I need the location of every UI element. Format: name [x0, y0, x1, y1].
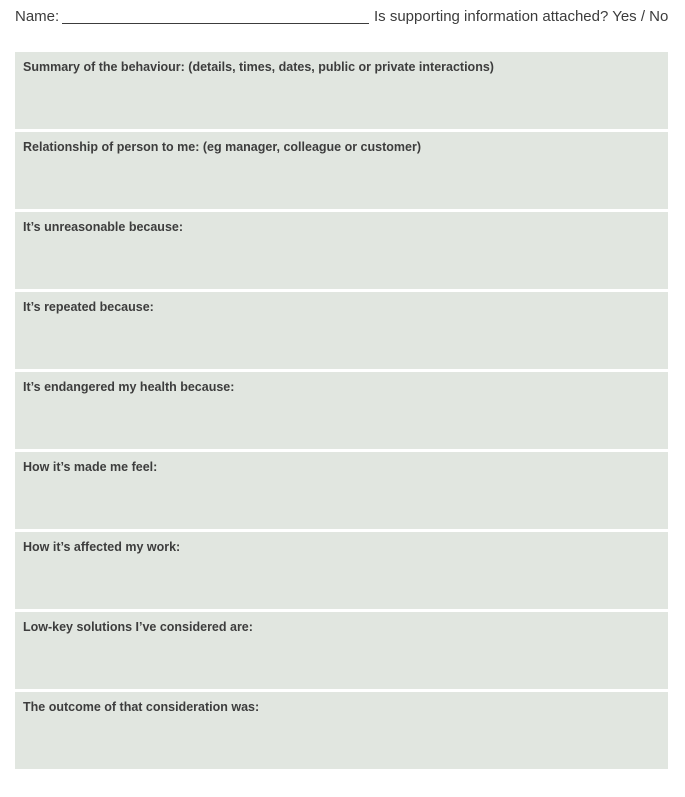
name-label: Name:	[15, 8, 60, 25]
supporting-info-question: Is supporting information attached? Yes / No	[374, 8, 669, 25]
field-label: How it’s affected my work:	[23, 540, 181, 554]
feelings-field[interactable]	[15, 452, 668, 529]
health-field[interactable]	[15, 372, 668, 449]
form-header	[15, 8, 675, 28]
outcome-field[interactable]	[15, 692, 668, 769]
relationship-field[interactable]	[15, 132, 668, 209]
field-label: Summary of the behaviour: (details, times, dates, public or private interactions)	[23, 60, 494, 74]
field-label: It’s unreasonable because:	[23, 220, 184, 234]
field-label: How it’s made me feel:	[23, 460, 158, 474]
incident-form	[15, 52, 668, 772]
unreasonable-field[interactable]	[15, 212, 668, 289]
field-label: Low-key solutions I’ve considered are:	[23, 620, 253, 634]
behaviour-summary-field[interactable]	[15, 52, 668, 129]
name-field[interactable]	[62, 23, 369, 24]
repeated-field[interactable]	[15, 292, 668, 369]
field-label: The outcome of that consideration was:	[23, 700, 260, 714]
field-label: It’s repeated because:	[23, 300, 154, 314]
field-label: It’s endangered my health because:	[23, 380, 235, 394]
solutions-field[interactable]	[15, 612, 668, 689]
work-impact-field[interactable]	[15, 532, 668, 609]
field-label: Relationship of person to me: (eg manager, colleague or customer)	[23, 140, 421, 154]
